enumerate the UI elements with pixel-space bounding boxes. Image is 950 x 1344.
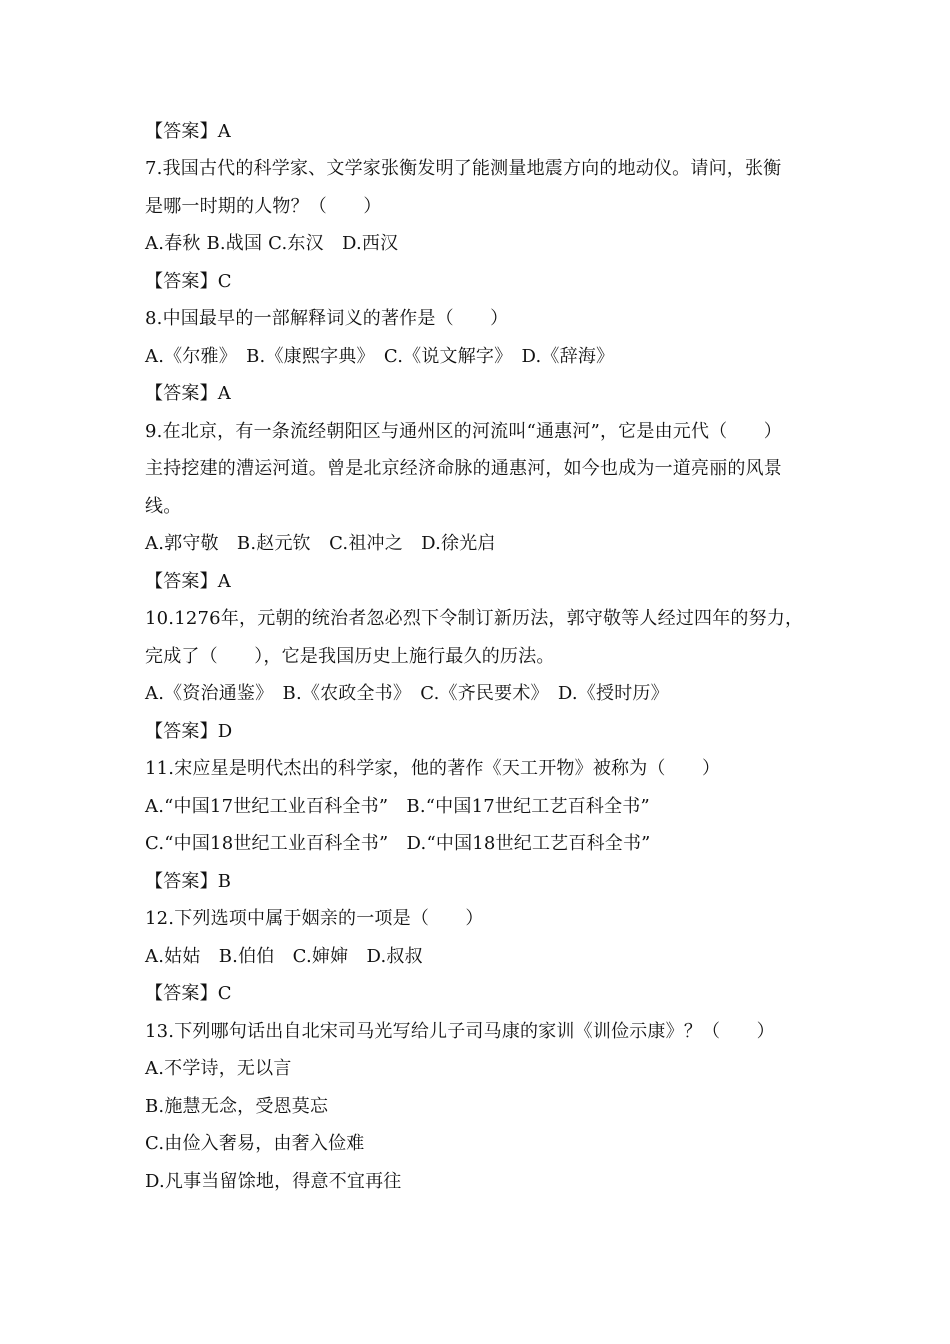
answer-line: 【答案】C <box>145 271 232 292</box>
answer-line: 【答案】A <box>145 383 231 404</box>
answer-line: 【答案】A <box>145 121 231 142</box>
question-13-option-d: D.凡事当留馀地，得意不宜再往 <box>145 1171 402 1192</box>
question-13-option-b: B.施慧无念，受恩莫忘 <box>145 1096 329 1117</box>
question-9-text-cont: 主持挖建的漕运河道。曾是北京经济命脉的通惠河，如今也成为一道亮丽的风景 <box>145 458 782 479</box>
answer-line: 【答案】D <box>145 721 233 742</box>
answer-line: 【答案】B <box>145 871 232 892</box>
question-10-text: 10.1276年，元朝的统治者忽必烈下令制订新历法，郭守敬等人经过四年的努力， <box>145 608 804 629</box>
question-13-option-a: A.不学诗，无以言 <box>145 1058 292 1079</box>
question-7-options: A.春秋 B.战国 C.东汉 D.西汉 <box>145 233 399 254</box>
question-11-options-ab: A.“中国17世纪工业百科全书” B.“中国17世纪工艺百科全书” <box>145 796 650 817</box>
question-11-options-cd: C.“中国18世纪工业百科全书” D.“中国18世纪工艺百科全书” <box>145 833 651 854</box>
question-13-option-c: C.由俭入奢易，由奢入俭难 <box>145 1133 365 1154</box>
question-11-text: 11.宋应星是明代杰出的科学家，他的著作《天工开物》被称为（ ） <box>145 758 721 779</box>
question-7-text-cont: 是哪一时期的人物？（ ） <box>145 196 382 217</box>
question-7-text: 7.我国古代的科学家、文学家张衡发明了能测量地震方向的地动仪。请问，张衡 <box>145 158 782 179</box>
question-12-options: A.姑姑 B.伯伯 C.婶婶 D.叔叔 <box>145 946 423 967</box>
question-9-text-cont: 线。 <box>145 496 182 517</box>
question-10-options: A.《资治通鉴》 B.《农政全书》 C.《齐民要术》 D.《授时历》 <box>145 683 669 704</box>
question-8-options: A.《尔雅》 B.《康熙字典》 C.《说文解字》 D.《辞海》 <box>145 346 615 367</box>
answer-line: 【答案】C <box>145 983 232 1004</box>
question-10-text-cont: 完成了（ ），它是我国历史上施行最久的历法。 <box>145 646 555 667</box>
question-9-text: 9.在北京，有一条流经朝阳区与通州区的河流叫“通惠河”，它是由元代（ ） <box>145 421 782 442</box>
question-9-options: A.郭守敬 B.赵元钦 C.祖冲之 D.徐光启 <box>145 533 496 554</box>
question-12-text: 12.下列选项中属于姻亲的一项是（ ） <box>145 908 484 929</box>
question-13-text: 13.下列哪句话出自北宋司马光写给儿子司马康的家训《训俭示康》？（ ） <box>145 1021 775 1042</box>
answer-line: 【答案】A <box>145 571 231 592</box>
question-8-text: 8.中国最早的一部解释词义的著作是（ ） <box>145 308 509 329</box>
